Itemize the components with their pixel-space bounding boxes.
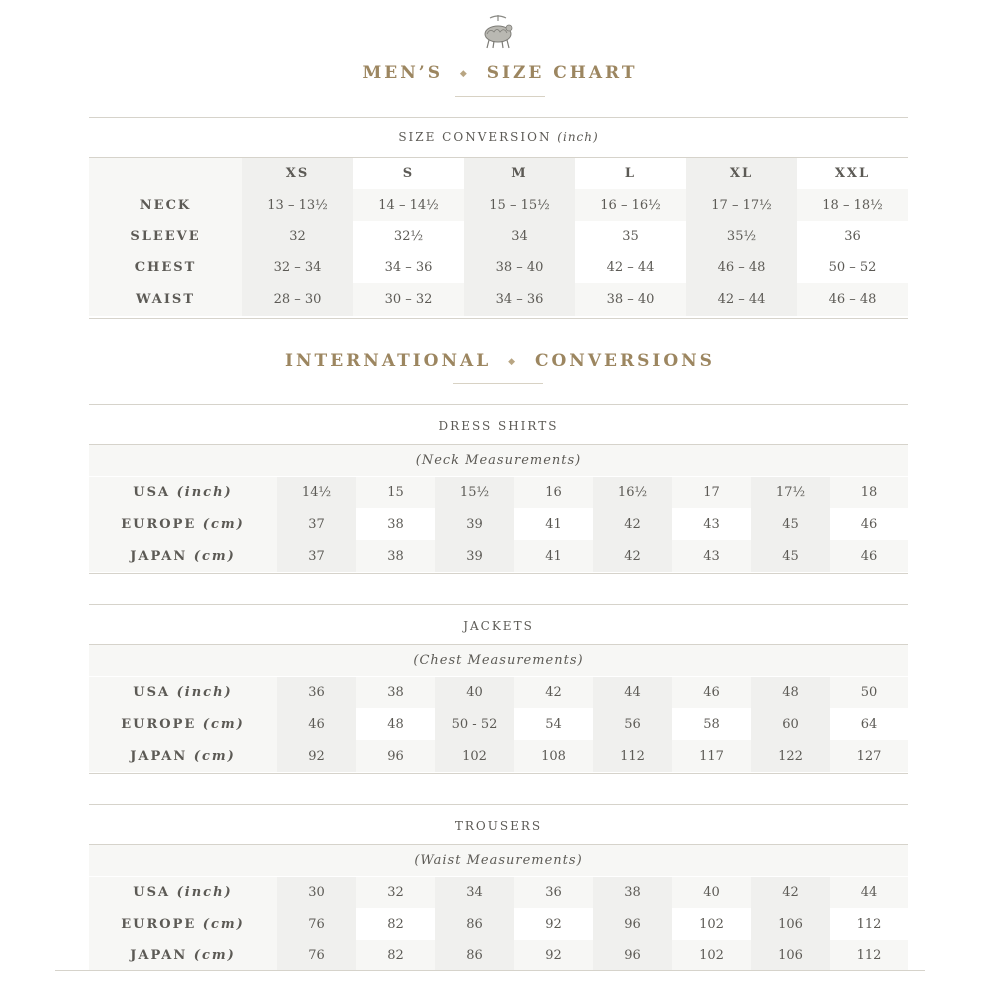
table-cell: 46 [830, 540, 908, 572]
table-cell: 17 – 17½ [686, 189, 797, 221]
corner-cell [89, 158, 242, 189]
table-cell: 34 [464, 221, 575, 252]
table-row [89, 252, 908, 283]
table-cell: 14½ [277, 477, 356, 508]
table-cell: 16 [514, 477, 593, 508]
table-cell: 54 [514, 708, 593, 740]
table-cell: 46 – 48 [686, 252, 797, 283]
international-conversions-title [0, 351, 1000, 371]
dress-shirts-label: DRESS SHIRTS [438, 419, 559, 433]
row-label: SLEEVE [89, 221, 242, 252]
table-cell: 32½ [353, 221, 464, 252]
table-cell: 56 [593, 708, 672, 740]
table-row [89, 708, 908, 740]
table-cell: 42 [751, 877, 830, 908]
row-label: EUROPE (cm) [89, 908, 277, 940]
table-cell: 38 – 40 [575, 283, 686, 316]
table-cell: 58 [672, 708, 751, 740]
column-header: S [353, 158, 464, 189]
table-cell: 86 [435, 940, 514, 970]
table-cell: 96 [593, 908, 672, 940]
table-cell: 39 [435, 508, 514, 540]
table-cell: 28 – 30 [242, 283, 353, 316]
table-cell: 76 [277, 940, 356, 970]
title-part-2: SIZE CHART [486, 63, 638, 83]
divider [89, 404, 908, 405]
table-cell: 43 [672, 508, 751, 540]
table-cell: 122 [751, 740, 830, 772]
table-cell: 43 [672, 540, 751, 572]
row-label: USA (inch) [89, 477, 277, 508]
table-cell: 15½ [435, 477, 514, 508]
table-cell: 42 – 44 [686, 283, 797, 316]
table-cell: 18 – 18½ [797, 189, 908, 221]
table-cell: 60 [751, 708, 830, 740]
table-cell: 38 [593, 877, 672, 908]
table-cell: 32 – 34 [242, 252, 353, 283]
table-cell: 40 [672, 877, 751, 908]
table-cell: 45 [751, 540, 830, 572]
table-cell: 42 [593, 540, 672, 572]
golden-fleece-icon [478, 12, 518, 52]
divider [89, 773, 908, 774]
divider [89, 604, 908, 605]
row-label: USA (inch) [89, 877, 277, 908]
table-cell: 38 [356, 677, 435, 708]
table-cell: 92 [514, 940, 593, 970]
table-row [89, 940, 908, 970]
dress-shirts-table [89, 477, 908, 572]
table-cell: 38 [356, 508, 435, 540]
table-cell: 38 – 40 [464, 252, 575, 283]
divider [89, 573, 908, 574]
table-cell: 102 [435, 740, 514, 772]
table-cell: 32 [242, 221, 353, 252]
title-part-2: CONVERSIONS [534, 351, 715, 371]
trousers-label: TROUSERS [454, 819, 543, 833]
table-cell: 18 [830, 477, 908, 508]
chest-measurements-label: (Chest Measurements) [89, 645, 908, 676]
divider [89, 318, 908, 319]
table-cell: 17½ [751, 477, 830, 508]
table-cell: 112 [593, 740, 672, 772]
table-row [89, 189, 908, 221]
column-header: M [464, 158, 575, 189]
table-cell: 112 [830, 908, 908, 940]
table-cell: 41 [514, 540, 593, 572]
table-cell: 50 - 52 [435, 708, 514, 740]
row-label: USA (inch) [89, 677, 277, 708]
table-row [89, 877, 908, 908]
divider [89, 117, 908, 118]
title-part-1: INTERNATIONAL [285, 351, 492, 371]
row-label: JAPAN (cm) [89, 940, 277, 970]
jackets-label: JACKETS [463, 619, 534, 633]
table-row [89, 508, 908, 540]
column-header: XS [242, 158, 353, 189]
table-cell: 92 [277, 740, 356, 772]
table-cell: 42 [593, 508, 672, 540]
table-cell: 46 – 48 [797, 283, 908, 316]
column-header: XXL [797, 158, 908, 189]
table-cell: 117 [672, 740, 751, 772]
table-cell: 42 – 44 [575, 252, 686, 283]
table-cell: 35 [575, 221, 686, 252]
table-cell: 17 [672, 477, 751, 508]
table-row [89, 740, 908, 772]
table-cell: 34 – 36 [353, 252, 464, 283]
trousers-table [89, 877, 908, 970]
table-cell: 40 [435, 677, 514, 708]
table-cell: 46 [672, 677, 751, 708]
title-underline [455, 96, 545, 97]
table-cell: 48 [751, 677, 830, 708]
table-cell: 34 [435, 877, 514, 908]
table-cell: 46 [830, 508, 908, 540]
table-cell: 32 [356, 877, 435, 908]
column-header: XL [686, 158, 797, 189]
title-underline [453, 383, 543, 384]
neck-measurements-label: (Neck Measurements) [89, 445, 908, 476]
row-label: EUROPE (cm) [89, 508, 277, 540]
table-cell: 38 [356, 540, 435, 572]
table-cell: 41 [514, 508, 593, 540]
table-row [89, 477, 908, 508]
table-cell: 30 – 32 [353, 283, 464, 316]
table-cell: 35½ [686, 221, 797, 252]
column-header: L [575, 158, 686, 189]
table-row [89, 540, 908, 572]
table-cell: 48 [356, 708, 435, 740]
table-cell: 44 [830, 877, 908, 908]
table-cell: 96 [593, 940, 672, 970]
table-cell: 36 [797, 221, 908, 252]
table-cell: 14 – 14½ [353, 189, 464, 221]
diamond-separator-icon: ◆ [459, 68, 470, 79]
table-cell: 13 – 13½ [242, 189, 353, 221]
table-cell: 64 [830, 708, 908, 740]
row-label: CHEST [89, 252, 242, 283]
table-cell: 45 [751, 508, 830, 540]
title-part-1: MEN’S [362, 63, 443, 83]
table-cell: 82 [356, 908, 435, 940]
row-label: JAPAN (cm) [89, 740, 277, 772]
table-cell: 106 [751, 940, 830, 970]
table-cell: 108 [514, 740, 593, 772]
table-cell: 112 [830, 940, 908, 970]
table-cell: 76 [277, 908, 356, 940]
table-cell: 30 [277, 877, 356, 908]
table-cell: 102 [672, 908, 751, 940]
table-cell: 50 [830, 677, 908, 708]
row-label: JAPAN (cm) [89, 540, 277, 572]
table-cell: 16 – 16½ [575, 189, 686, 221]
table-row [89, 221, 908, 252]
table-cell: 37 [277, 508, 356, 540]
row-label: WAIST [89, 283, 242, 316]
table-cell: 102 [672, 940, 751, 970]
table-cell: 36 [514, 877, 593, 908]
table-row [89, 283, 908, 316]
table-cell: 46 [277, 708, 356, 740]
table-cell: 82 [356, 940, 435, 970]
size-conversion-label: SIZE CONVERSION (inch) [398, 130, 599, 144]
table-cell: 15 [356, 477, 435, 508]
size-conversion-table [89, 158, 908, 316]
table-cell: 34 – 36 [464, 283, 575, 316]
table-cell: 96 [356, 740, 435, 772]
table-header-row [89, 158, 908, 189]
table-cell: 44 [593, 677, 672, 708]
table-cell: 92 [514, 908, 593, 940]
table-cell: 50 – 52 [797, 252, 908, 283]
divider [89, 804, 908, 805]
table-cell: 86 [435, 908, 514, 940]
row-label: EUROPE (cm) [89, 708, 277, 740]
row-label: NECK [89, 189, 242, 221]
footer-divider [55, 970, 925, 971]
jackets-table [89, 677, 908, 772]
waist-measurements-label: (Waist Measurements) [89, 845, 908, 876]
table-cell: 37 [277, 540, 356, 572]
table-cell: 39 [435, 540, 514, 572]
diamond-separator-icon: ◆ [508, 356, 519, 367]
table-cell: 127 [830, 740, 908, 772]
table-cell: 42 [514, 677, 593, 708]
table-row [89, 908, 908, 940]
table-cell: 16½ [593, 477, 672, 508]
table-cell: 36 [277, 677, 356, 708]
table-row [89, 677, 908, 708]
table-cell: 15 – 15½ [464, 189, 575, 221]
page-title [0, 63, 1000, 83]
table-cell: 106 [751, 908, 830, 940]
